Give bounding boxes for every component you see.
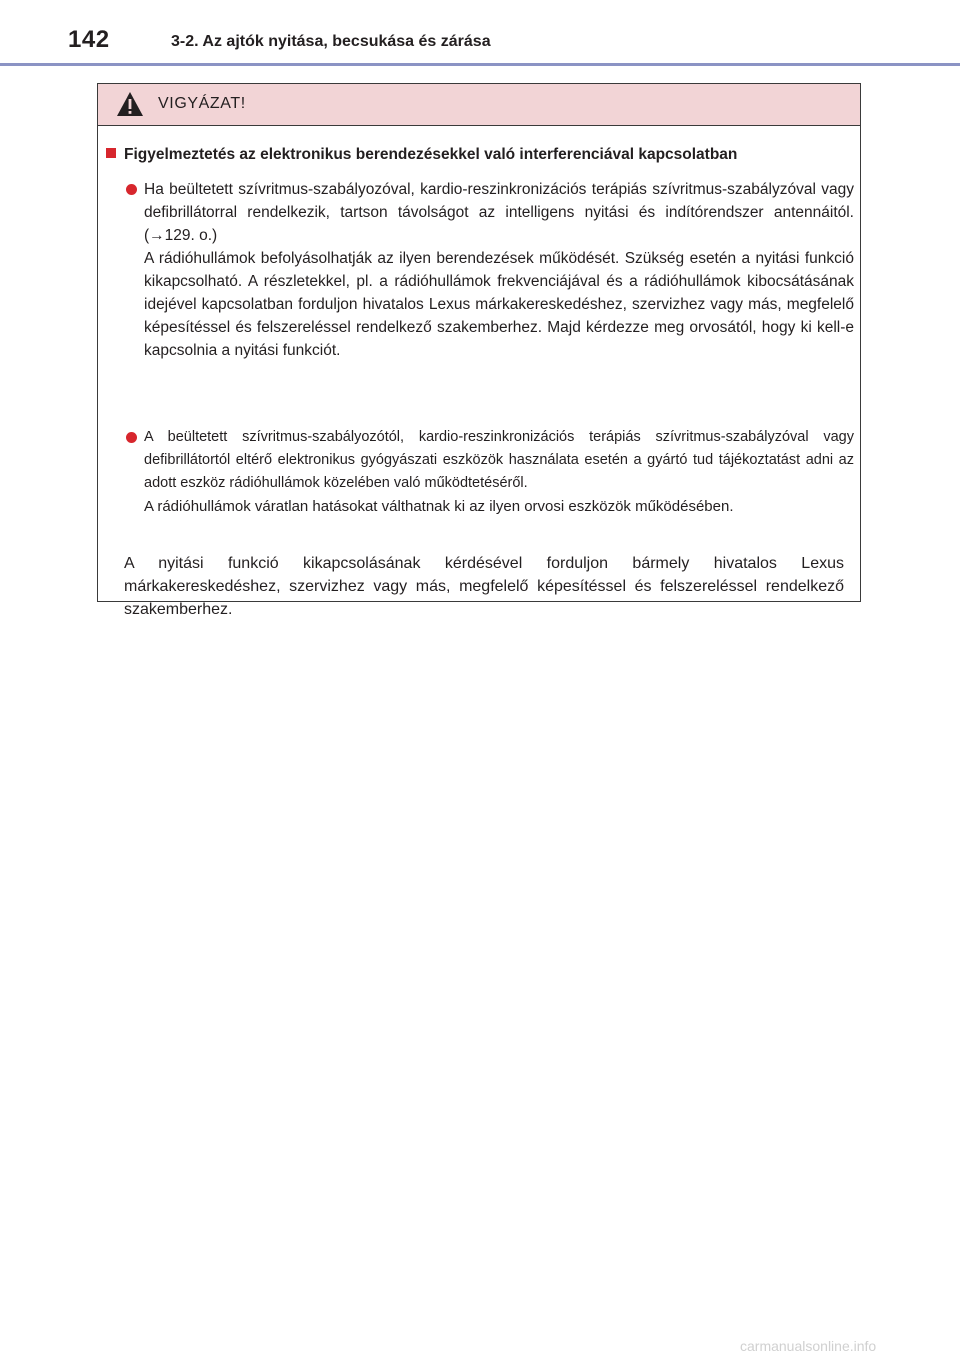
round-bullet-icon — [126, 184, 137, 195]
caution-bullet-1 — [144, 178, 854, 362]
square-bullet-icon — [106, 148, 116, 158]
bullet-2-paragraph-1: A beültetett szívritmus-szabályozótól, kardio-reszinkronizációs terápiás szívritmus-szabályzóval vagy defibrillátortól eltérő elektronikus gyógyászati eszközök használata esetén a gyártó tud tájékoztatást adni az adott eszköz rádióhullámok közelében való működtetéséről. — [144, 429, 854, 491]
page-number: 142 — [68, 26, 110, 53]
bullet-2-paragraph-2: A rádióhullámok váratlan hatásokat válthatnak ki az ilyen orvosi eszközök működésében. — [144, 498, 734, 515]
caution-subheading — [106, 144, 856, 166]
header-divider — [0, 63, 960, 66]
caution-subheading-text: Figyelmeztetés az elektronikus berendezésekkel való interferenciával kapcsolatban — [124, 146, 738, 163]
round-bullet-icon — [126, 432, 137, 443]
bullet-1-paragraph-2: A rádióhullámok befolyásolhatják az ilyen berendezések működését. Szükség esetén a nyitási funkció kikapcsolható. A részletekkel, pl. a rádióhullámok frekvenciájával és a rádióhullámok kibocsátásának idejével kapcsolatban forduljon hivatalos Lexus márkakereskedéshez, szervizhez vagy más, megfelelő képesítéssel és felszereléssel rendelkező szakemberhez. Majd kérdezze meg orvosától, hogy ki kell-e kapcsolnia a nyitási funkciót. — [144, 250, 854, 359]
caution-bullet-2 — [144, 426, 854, 518]
caution-header — [98, 84, 860, 126]
caution-label: VIGYÁZAT! — [158, 95, 246, 112]
section-title: 3-2. Az ajtók nyitása, becsukása és zárása — [171, 33, 491, 50]
caution-box — [97, 83, 861, 618]
watermark: carmanualsonline.info — [740, 1338, 877, 1354]
warning-triangle-icon — [116, 91, 144, 117]
bullet-1-paragraph-1: Ha beültetett szívritmus-szabályozóval, kardio-reszinkronizációs terápiás szívritmus-szabályzóval vagy defibrillátorral rendelkezik, tartson távolságot az intelligens nyitási és indítórendszer antennáitól. (→129. o.) — [144, 181, 854, 244]
caution-closing-paragraph: A nyitási funkció kikapcsolásának kérdésével forduljon bármely hivatalos Lexus márkakereskedéshez, szervizhez vagy más, megfelelő képesítéssel és felszereléssel rendelkező szakemberhez. — [124, 555, 844, 618]
page-header — [0, 0, 960, 66]
